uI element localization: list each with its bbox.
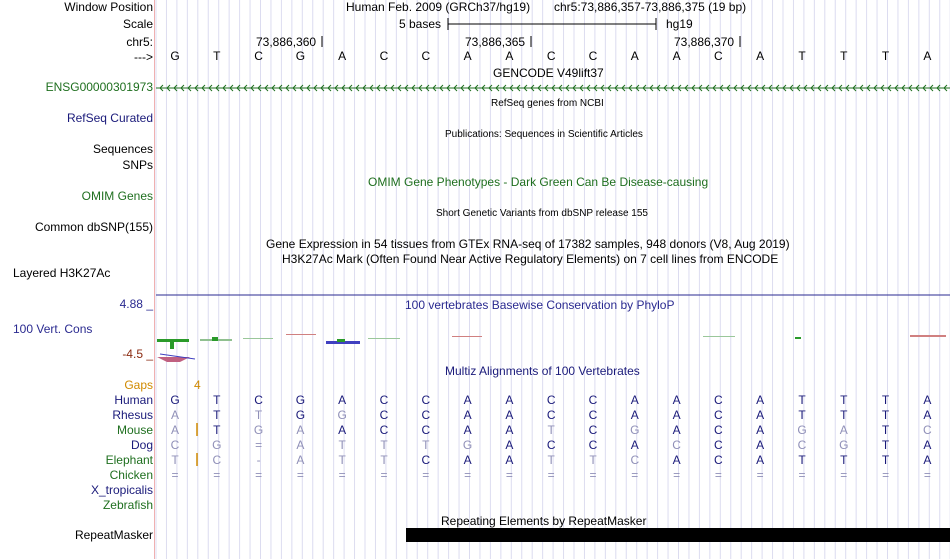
row-mouse-base: T — [213, 423, 221, 437]
row-rhesus-base: A — [170, 408, 179, 422]
row-rhesus-base: T — [798, 408, 806, 422]
row-chicken-base: = — [338, 468, 346, 482]
row-dog-base: A — [505, 438, 514, 452]
row-dog-base: C — [546, 438, 556, 452]
row-chicken-base: = — [631, 468, 639, 482]
row-elephant-base: - — [256, 453, 261, 467]
row-human-base: T — [798, 393, 806, 407]
row-ref-base: A — [463, 49, 472, 63]
row-rhesus-base: C — [546, 408, 556, 422]
row-human-base: C — [254, 393, 263, 407]
row-chicken-base: = — [255, 468, 263, 482]
row-dog-base: G — [462, 438, 473, 452]
label-cons-max: 4.88 _ — [119, 297, 153, 311]
row-elephant-base: C — [212, 453, 222, 467]
row-rhesus-base: G — [337, 408, 347, 422]
row-elephant-base: T — [380, 453, 388, 467]
row-chicken-base: = — [296, 468, 304, 482]
row-ref-base: C — [546, 49, 556, 63]
gencode-track-title: GENCODE V49lift37 — [493, 66, 604, 80]
row-dog-base: A — [756, 438, 765, 452]
row-chicken-base: = — [213, 468, 221, 482]
multiz-track-title: Multiz Alignments of 100 Vertebrates — [445, 364, 640, 378]
row-dog-base: A — [296, 438, 305, 452]
row-mouse-base: T — [881, 423, 890, 437]
dbsnp-track-title: Short Genetic Variants from dbSNP release 155 — [436, 208, 648, 219]
label-common-dbsnp[interactable]: Common dbSNP(155) — [34, 220, 153, 234]
row-ref-base: A — [630, 49, 639, 63]
row-chicken-base: = — [464, 468, 472, 482]
label-ensg[interactable]: ENSG00000301973 — [45, 80, 153, 94]
row-chicken-base: = — [798, 468, 806, 482]
row-human-base: C — [588, 393, 598, 407]
coord-label-2: 73,886,365 — [465, 35, 526, 49]
row-ref-base: G — [295, 49, 306, 63]
row-elephant-base: A — [463, 453, 472, 467]
row-dog-base: T — [338, 438, 346, 452]
row-ref-base: T — [881, 49, 890, 63]
label-gaps: Gaps — [124, 378, 153, 392]
row-elephant-base: T — [547, 453, 555, 467]
gaps-value: 4 — [194, 378, 201, 392]
row-dog-base: A — [630, 438, 639, 452]
row-human-base: C — [421, 393, 431, 407]
row-elephant-base: T — [338, 453, 346, 467]
row-mouse-base: T — [547, 423, 555, 437]
position-readout: chr5:73,886,357-73,886,375 (19 bp) — [554, 0, 747, 14]
label-omim-genes[interactable]: OMIM Genes — [81, 189, 153, 203]
label-elephant: Elephant — [105, 453, 153, 467]
scale-db: hg19 — [666, 17, 693, 31]
row-chicken-base: = — [171, 468, 179, 482]
row-human-base: A — [672, 393, 681, 407]
row-elephant-base: A — [756, 453, 765, 467]
row-dog-base: A — [923, 438, 932, 452]
row-chicken-base: = — [673, 468, 681, 482]
row-human-base: A — [505, 393, 514, 407]
row-rhesus-base: T — [881, 408, 890, 422]
row-ref-base: C — [421, 49, 431, 63]
label-mouse: Mouse — [116, 423, 153, 437]
row-mouse-base: A — [756, 423, 765, 437]
row-ref-base: A — [505, 49, 514, 63]
h3k27ac-track-title: H3K27Ac Mark (Often Found Near Active Regulatory Elements) on 7 cell lines from ENCODE — [282, 252, 779, 266]
row-mouse-base: C — [923, 423, 932, 437]
row-human-base: A — [338, 393, 347, 407]
label-dog: Dog — [130, 438, 153, 452]
label-strand-arrow: ---> — [134, 50, 153, 64]
row-elephant-base: T — [798, 453, 806, 467]
label-100-vert-cons[interactable]: 100 Vert. Cons — [13, 322, 93, 336]
gtex-track-title: Gene Expression in 54 tissues from GTEx RNA-seq of 17382 samples, 948 donors (V8, Aug 2019) — [266, 237, 790, 251]
row-human-base: T — [840, 393, 848, 407]
row-dog-base: T — [380, 438, 388, 452]
row-mouse-base: A — [170, 423, 179, 437]
row-elephant-base: T — [881, 453, 890, 467]
row-ref-base: T — [840, 49, 848, 63]
label-refseq-curated[interactable]: RefSeq Curated — [66, 111, 153, 125]
row-mouse-base: G — [253, 423, 264, 437]
row-dog-base: T — [422, 438, 430, 452]
row-human-base: G — [170, 393, 180, 407]
label-x-tropicalis: X_tropicalis — [90, 483, 153, 497]
row-dog-base: G — [839, 438, 849, 452]
assembly-title: Human Feb. 2009 (GRCh37/hg19) — [346, 0, 531, 14]
row-rhesus-base: A — [630, 408, 639, 422]
row-chicken-base: = — [756, 468, 764, 482]
row-elephant-base: C — [714, 453, 723, 467]
row-chicken-base: = — [840, 468, 848, 482]
row-ref-base: A — [338, 49, 347, 63]
label-repeatmasker[interactable]: RepeatMasker — [74, 528, 153, 542]
row-mouse-base: G — [797, 423, 807, 437]
row-rhesus-base: G — [295, 408, 306, 422]
row-ref-base: C — [714, 49, 723, 63]
row-chicken-base: = — [505, 468, 513, 482]
row-mouse-base: A — [296, 423, 305, 437]
row-ref-base: T — [798, 49, 806, 63]
row-chicken-base: = — [380, 468, 388, 482]
label-chr: chr5: — [126, 35, 153, 49]
label-chicken: Chicken — [109, 468, 153, 482]
row-mouse-base: A — [839, 423, 848, 437]
row-chicken-base: = — [923, 468, 931, 482]
row-mouse-base: A — [505, 423, 514, 437]
row-elephant-base: C — [630, 453, 640, 467]
row-rhesus-base: T — [254, 408, 263, 422]
row-elephant-base: A — [296, 453, 305, 467]
row-elephant-base: T — [840, 453, 848, 467]
row-mouse-base: C — [421, 423, 431, 437]
row-human-base: A — [923, 393, 932, 407]
row-dog-base: C — [588, 438, 598, 452]
row-dog-base: C — [714, 438, 723, 452]
row-dog-base: C — [672, 438, 681, 452]
row-human-base: C — [379, 393, 389, 407]
row-mouse-base: A — [338, 423, 347, 437]
row-mouse-base: C — [588, 423, 598, 437]
publications-track-title: Publications: Sequences in Scientific Articles — [445, 129, 643, 140]
row-rhesus-base: A — [505, 408, 514, 422]
row-rhesus-base: A — [756, 408, 765, 422]
row-rhesus-base: A — [672, 408, 681, 422]
row-elephant-base: C — [421, 453, 431, 467]
coord-label-1: 73,886,360 — [256, 35, 317, 49]
row-human-base: A — [756, 393, 765, 407]
label-zebrafish: Zebrafish — [102, 498, 153, 512]
row-rhesus-base: A — [463, 408, 472, 422]
row-human-base: T — [881, 393, 890, 407]
row-ref-base: C — [379, 49, 389, 63]
label-cons-min: -4.5 _ — [122, 347, 153, 361]
row-dog-base: C — [797, 438, 807, 452]
phylop-track-title: 100 vertebrates Basewise Conservation by PhyloP — [405, 298, 675, 312]
scale-label: 5 bases — [399, 17, 442, 31]
row-chicken-base: = — [589, 468, 597, 482]
row-ref-base: C — [254, 49, 263, 63]
row-elephant-base: T — [171, 453, 179, 467]
row-rhesus-base: T — [840, 408, 848, 422]
label-layered-h3k27ac[interactable]: Layered H3K27Ac — [13, 266, 111, 280]
row-rhesus-base: C — [421, 408, 431, 422]
row-dog-base: G — [212, 438, 222, 452]
refseq-track-title: RefSeq genes from NCBI — [491, 98, 604, 109]
row-rhesus-base: A — [923, 408, 932, 422]
row-mouse-base: G — [630, 423, 640, 437]
row-chicken-base: = — [422, 468, 430, 482]
row-rhesus-base: T — [213, 408, 221, 422]
row-mouse-base: A — [463, 423, 472, 437]
row-chicken-base: = — [882, 468, 890, 482]
row-human-base: G — [295, 393, 306, 407]
label-scale: Scale — [122, 17, 153, 31]
label-rhesus: Rhesus — [112, 408, 153, 422]
row-dog-base: T — [881, 438, 890, 452]
row-elephant-base: A — [923, 453, 932, 467]
row-ref-base: A — [756, 49, 765, 63]
row-human-base: A — [463, 393, 472, 407]
row-ref-base: A — [923, 49, 932, 63]
row-ref-base: C — [588, 49, 598, 63]
label-window-position: Window Position — [64, 0, 153, 14]
row-chicken-base: = — [547, 468, 555, 482]
repeatmasker-track-title: Repeating Elements by RepeatMasker — [441, 514, 647, 528]
row-human-base: T — [213, 393, 221, 407]
row-dog-base: = — [255, 438, 263, 452]
coord-label-3: 73,886,370 — [674, 35, 735, 49]
label-sequences[interactable]: Sequences — [92, 142, 153, 156]
omim-track-title: OMIM Gene Phenotypes - Dark Green Can Be Disease-causing — [368, 175, 709, 189]
row-rhesus-base: C — [714, 408, 723, 422]
row-elephant-base: T — [589, 453, 597, 467]
row-chicken-base: = — [714, 468, 722, 482]
row-ref-base: T — [213, 49, 221, 63]
row-elephant-base: A — [672, 453, 681, 467]
row-rhesus-base: C — [379, 408, 389, 422]
row-ref-base: G — [170, 49, 180, 63]
row-ref-base: A — [672, 49, 681, 63]
row-elephant-base: A — [505, 453, 514, 467]
row-human-base: C — [546, 393, 556, 407]
label-human: Human — [114, 393, 153, 407]
row-human-base: A — [630, 393, 639, 407]
row-rhesus-base: C — [588, 408, 598, 422]
row-dog-base: C — [170, 438, 180, 452]
row-mouse-base: A — [672, 423, 681, 437]
row-mouse-base: C — [379, 423, 389, 437]
label-snps[interactable]: SNPs — [122, 158, 153, 172]
row-human-base: C — [714, 393, 723, 407]
row-mouse-base: C — [714, 423, 723, 437]
